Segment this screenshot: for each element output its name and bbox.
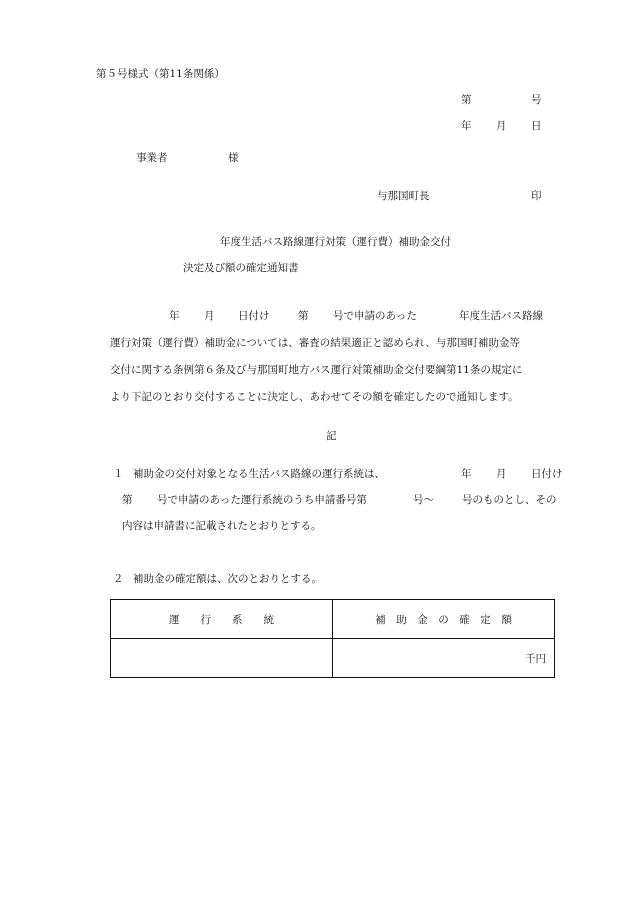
body-line1-rest: 年度生活バス路線	[459, 310, 543, 322]
document-title-line1: 年度生活バス路線運行対策（運行費）補助金交付	[220, 236, 451, 248]
body-line2: 運行対策（運行費）補助金については、審査の結果適正と認められ、与那国町補助金等	[110, 337, 520, 349]
date-month-label: 月	[496, 120, 507, 132]
doc-number-label-go: 号	[531, 94, 542, 106]
date-year-label: 年	[461, 120, 472, 132]
amount-table	[110, 599, 555, 678]
item1-number: １	[113, 468, 124, 480]
item1-line2-mid: 号で申請のあった運行系統のうち申請番号第	[157, 494, 367, 506]
body-go: 号で申請のあった	[333, 310, 417, 322]
document-title-line2: 決定及び額の確定通知書	[183, 262, 299, 274]
item1-tilde: 号～	[413, 494, 434, 506]
body-dai: 第	[298, 310, 309, 322]
item1-line2-end: 号のものとし、その	[462, 494, 557, 506]
recipient-title: 事業者	[136, 152, 168, 164]
item1-line3: 内容は申請書に記載されたとおりとする。	[122, 520, 322, 532]
route-cell[interactable]	[111, 639, 333, 678]
recipient-honorific: 様	[228, 152, 239, 164]
body-day: 日付け	[238, 310, 270, 322]
body-month: 月	[204, 310, 215, 322]
item1-text: 補助金の交付対象となる生活バス路線の運行系統は、	[133, 468, 385, 480]
doc-number-label-dai: 第	[461, 94, 472, 106]
item1-day: 日付け	[531, 468, 563, 480]
body-year: 年	[169, 310, 180, 322]
header-amount: 補 助 金 の 確 定 額	[333, 600, 555, 639]
date-day-label: 日	[531, 120, 542, 132]
item1-month: 月	[496, 468, 507, 480]
item1-year: 年	[461, 468, 472, 480]
ki-heading: 記	[326, 430, 337, 442]
sender-name: 与那国町長	[377, 190, 430, 202]
unit-label: 千円	[525, 652, 546, 665]
table-row	[111, 639, 555, 678]
body-line4: より下記のとおり交付することに決定し、あわせてその額を確定したので通知します。	[110, 391, 519, 403]
item2-text: 補助金の確定額は、次のとおりとする。	[133, 573, 322, 585]
item1-dai: 第	[122, 494, 133, 506]
form-number: 第５号様式（第11条関係）	[96, 68, 225, 80]
body-line3: 交付に関する条例第６条及び与那国町地方バス運行対策補助金交付要綱第11条の規定に	[110, 364, 523, 376]
seal-mark: 印	[531, 190, 542, 202]
table-header-row	[111, 600, 555, 639]
item2-number: ２	[113, 573, 124, 585]
header-route: 運 行 系 統	[111, 600, 333, 639]
amount-cell[interactable]	[333, 639, 555, 678]
